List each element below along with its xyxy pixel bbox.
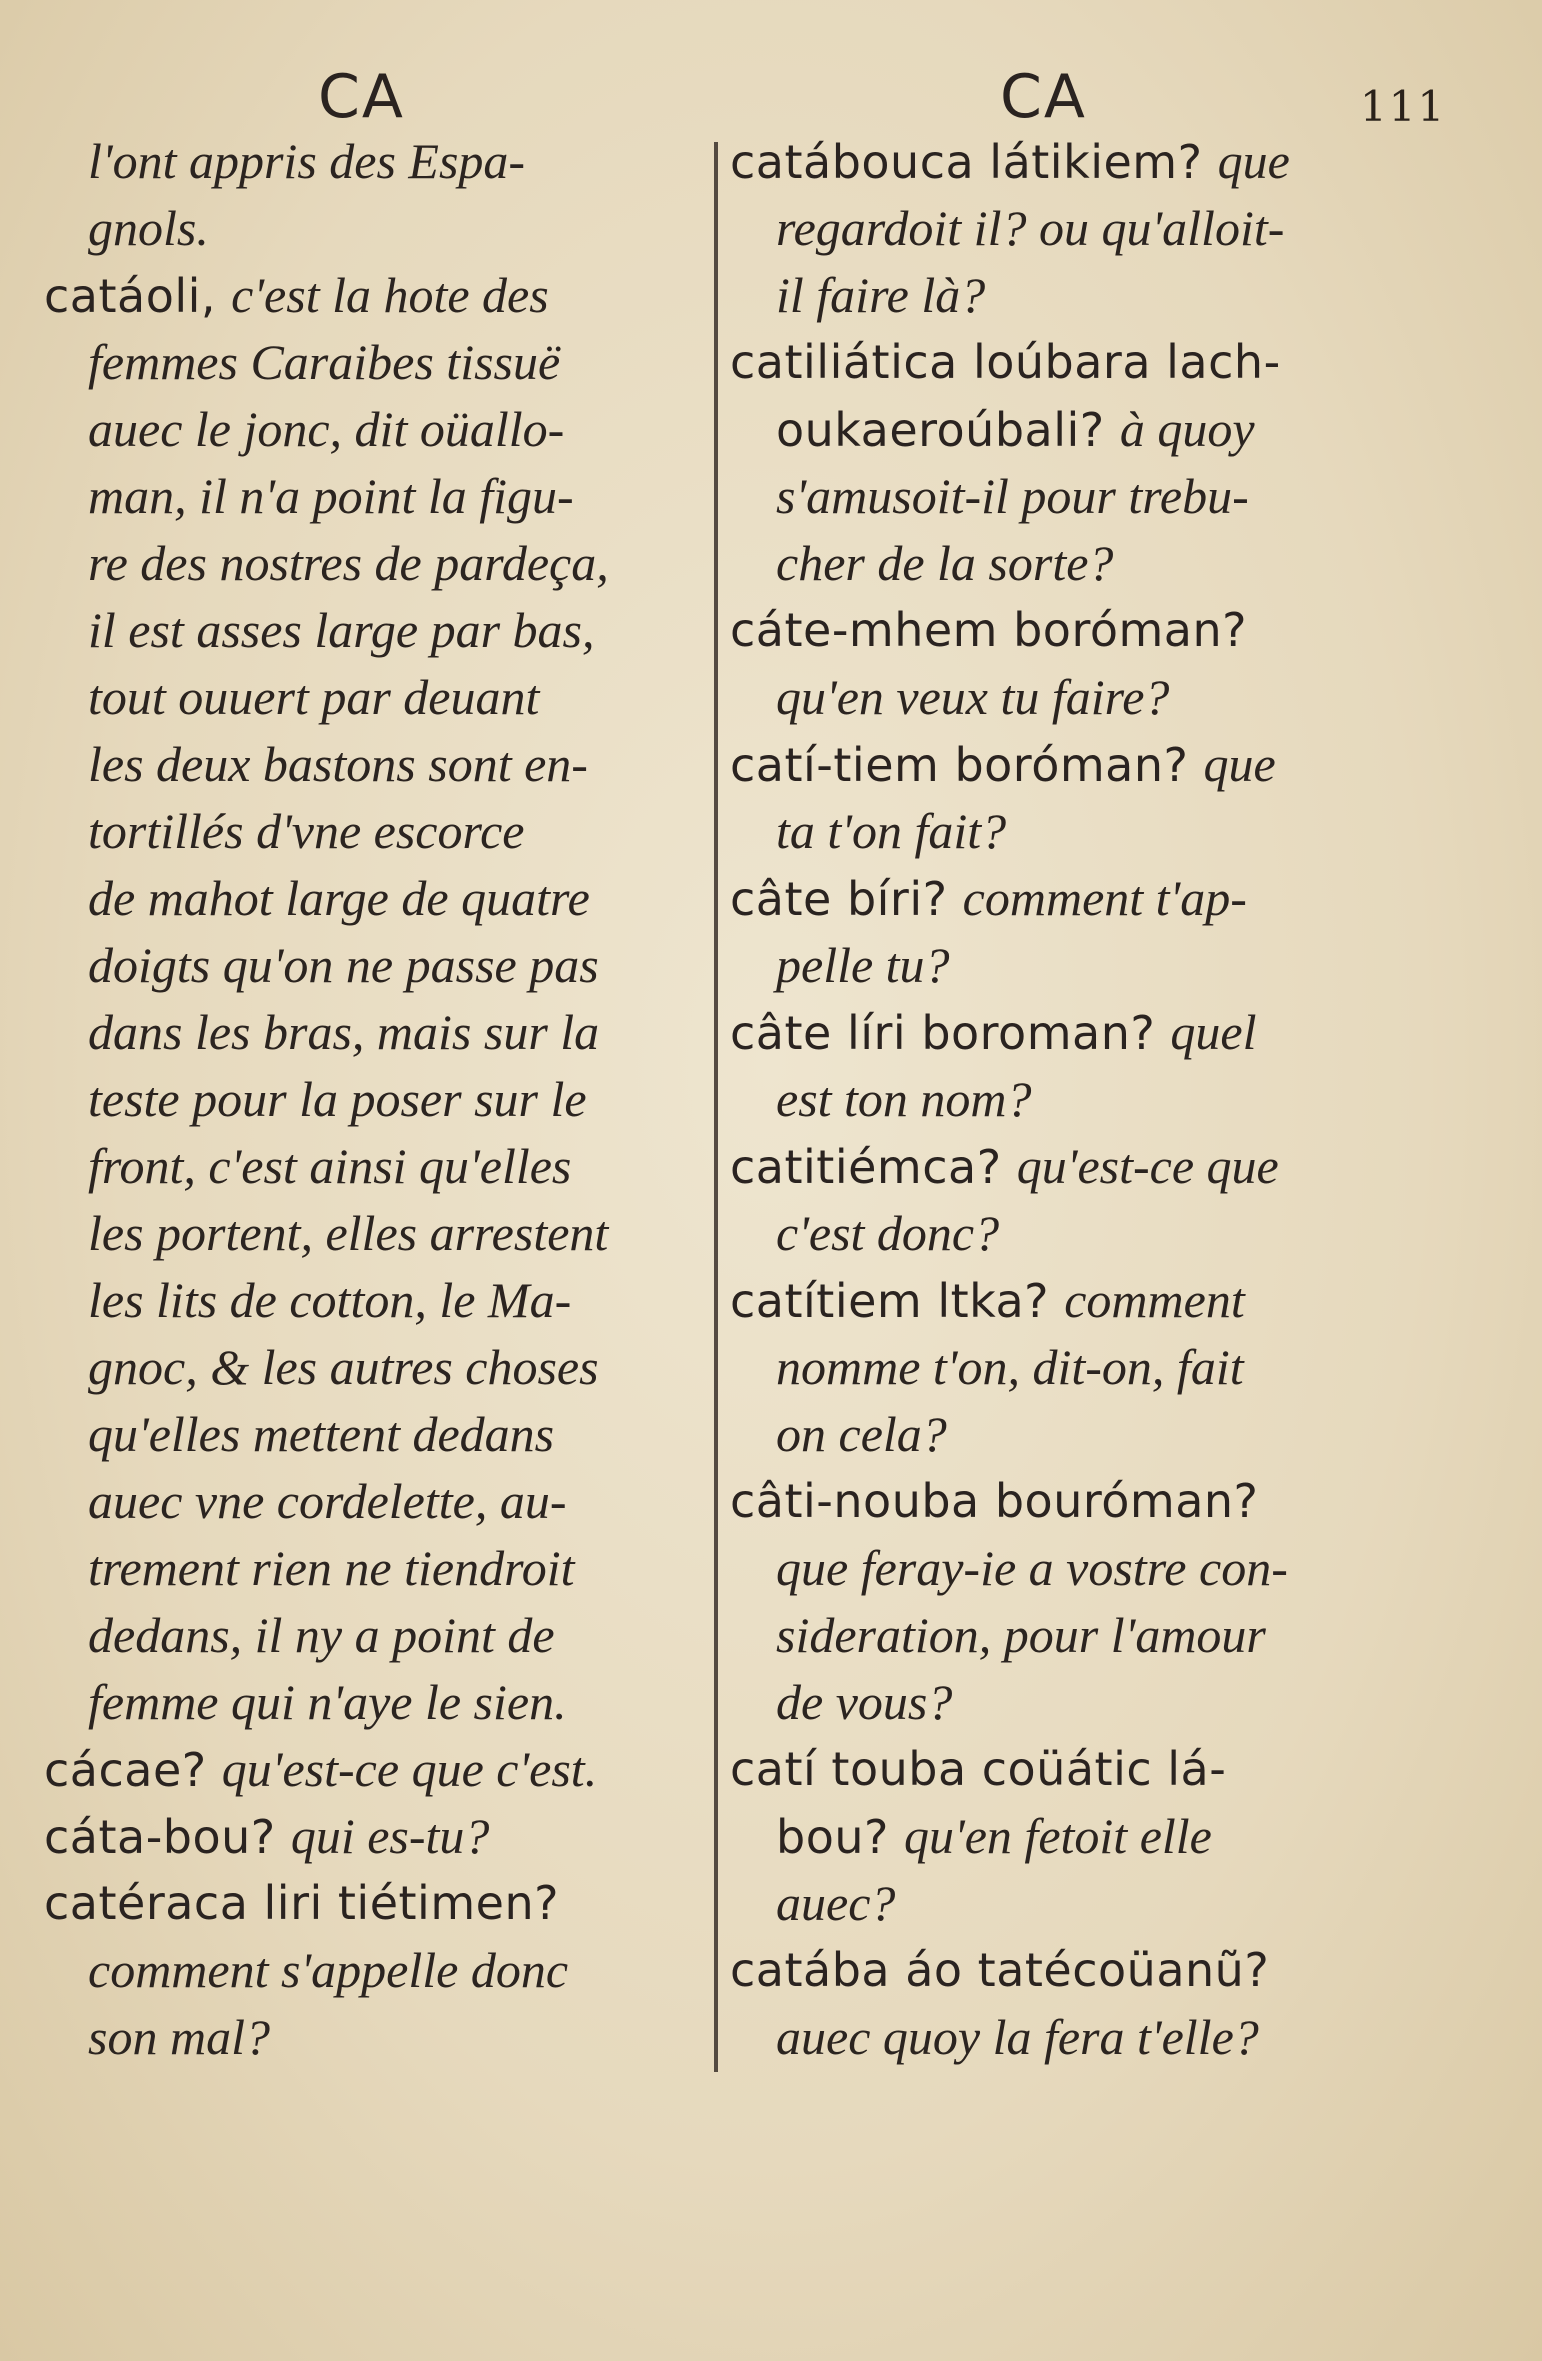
- headword: câte bíri?: [730, 872, 963, 926]
- entry-line: [44, 262, 716, 329]
- definition-text: teste pour la poser sur le: [88, 1071, 587, 1127]
- entry-line: [44, 664, 716, 731]
- headword: catítiem ltka?: [730, 1274, 1065, 1328]
- definition-text: qu'elles mettent dedans: [88, 1406, 555, 1462]
- definition-text: qu'est-ce que: [1016, 1138, 1279, 1194]
- entry-line: [44, 2004, 716, 2071]
- entry-line: [44, 1468, 716, 1535]
- entry-line: [730, 731, 1450, 798]
- dictionary-entry: [730, 731, 1450, 865]
- entry-line: [44, 1066, 716, 1133]
- definition-text: l'ont appris des Espa-: [88, 133, 526, 189]
- definition-text: que feray-ie a vostre con-: [776, 1540, 1288, 1596]
- entry-line: [730, 1803, 1450, 1870]
- definition-text: à quoy: [1119, 401, 1255, 457]
- definition-text: quel: [1170, 1004, 1257, 1060]
- definition-text: on cela?: [776, 1406, 947, 1462]
- definition-text: c'est la hote des: [231, 267, 549, 323]
- dictionary-entry: [730, 865, 1450, 999]
- entry-line: [44, 195, 716, 262]
- definition-text: qu'est-ce que c'est.: [221, 1741, 598, 1797]
- entry-line: [44, 329, 716, 396]
- entry-line: [730, 1870, 1450, 1937]
- left-running-head: CA: [318, 62, 405, 132]
- entry-line: [44, 1602, 716, 1669]
- entry-line: [44, 463, 716, 530]
- definition-text: est ton nom?: [776, 1071, 1032, 1127]
- entry-line: [44, 1133, 716, 1200]
- definition-text: comment t'ap-: [962, 870, 1247, 926]
- dictionary-entry: [44, 1803, 716, 1870]
- definition-text: regardoit il? ou qu'alloit-: [776, 200, 1285, 256]
- definition-text: qu'en fetoit elle: [904, 1808, 1212, 1864]
- definition-text: auec?: [776, 1875, 896, 1931]
- definition-text: gnoc, & les autres choses: [88, 1339, 599, 1395]
- dictionary-entry: [730, 597, 1450, 731]
- left-column: [44, 128, 716, 2071]
- headword: catitiémca?: [730, 1140, 1017, 1194]
- headword: catiliática loúbara lach-: [730, 335, 1281, 389]
- entry-line: [44, 1267, 716, 1334]
- dictionary-entry: [730, 1133, 1450, 1267]
- headword: catí-tiem boróman?: [730, 738, 1204, 792]
- dictionary-entry: [44, 1736, 716, 1803]
- entry-line: [730, 128, 1450, 195]
- entry-line: [730, 329, 1450, 396]
- entry-line: [730, 597, 1450, 664]
- right-column: [730, 128, 1450, 2071]
- definition-text: comment s'appelle donc: [88, 1942, 569, 1998]
- column-divider-rule: [714, 142, 718, 2072]
- entry-line: [730, 1602, 1450, 1669]
- entry-line: [730, 195, 1450, 262]
- entry-line: [44, 1937, 716, 2004]
- entry-line: [44, 999, 716, 1066]
- dictionary-entry: [730, 1736, 1450, 1937]
- definition-text: les deux bastons sont en-: [88, 736, 588, 792]
- definition-text: nomme t'on, dit-on, fait: [776, 1339, 1244, 1395]
- entry-line: [44, 1535, 716, 1602]
- entry-line: [730, 1401, 1450, 1468]
- page-number: 111: [1360, 82, 1447, 131]
- definition-text: gnols.: [88, 200, 209, 256]
- entry-line: [730, 1669, 1450, 1736]
- headword: cáta-bou?: [44, 1810, 291, 1864]
- entry-line: [730, 1468, 1450, 1535]
- definition-text: cher de la sorte?: [776, 535, 1114, 591]
- definition-text: auec le jonc, dit oüallo-: [88, 401, 565, 457]
- headword: cácae?: [44, 1743, 222, 1797]
- definition-text: c'est donc?: [776, 1205, 1000, 1261]
- entry-line: [730, 664, 1450, 731]
- entry-line: [44, 396, 716, 463]
- entry-line: [44, 1870, 716, 1937]
- headword: câte líri boroman?: [730, 1006, 1171, 1060]
- definition-text: de mahot large de quatre: [88, 870, 590, 926]
- entry-line: [730, 865, 1450, 932]
- entry-line: [730, 2004, 1450, 2071]
- dictionary-entry: [44, 1870, 716, 2071]
- definition-text: ta t'on fait?: [776, 803, 1007, 859]
- entry-line: [44, 1736, 716, 1803]
- dictionary-entry: [730, 329, 1450, 597]
- entry-line: [730, 463, 1450, 530]
- definition-text: tout ouuert par deuant: [88, 669, 540, 725]
- entry-line: [44, 1803, 716, 1870]
- entry-line: [730, 1200, 1450, 1267]
- definition-text: auec vne cordelette, au-: [88, 1473, 567, 1529]
- entry-line: [44, 530, 716, 597]
- definition-text: re des nostres de pardeça,: [88, 535, 609, 591]
- entry-line: [730, 1535, 1450, 1602]
- dictionary-entry: [730, 999, 1450, 1133]
- headword: oukaeroúbali?: [776, 403, 1120, 457]
- definition-text: doigts qu'on ne passe pas: [88, 937, 599, 993]
- definition-text: que: [1217, 133, 1290, 189]
- headword: cáte-mhem boróman?: [730, 603, 1248, 657]
- entry-line: [730, 1334, 1450, 1401]
- entry-line: [730, 798, 1450, 865]
- definition-text: trement rien ne tiendroit: [88, 1540, 575, 1596]
- entry-line: [44, 1334, 716, 1401]
- definition-text: il faire là?: [776, 267, 986, 323]
- headword: catábouca látikiem?: [730, 135, 1218, 189]
- entry-line: [730, 1736, 1450, 1803]
- definition-text: sideration, pour l'amour: [776, 1607, 1266, 1663]
- definition-text: qui es-tu?: [290, 1808, 490, 1864]
- definition-text: de vous?: [776, 1674, 953, 1730]
- dictionary-entry: [44, 128, 716, 262]
- entry-line: [730, 1267, 1450, 1334]
- entry-line: [730, 999, 1450, 1066]
- entry-line: [44, 1669, 716, 1736]
- definition-text: auec quoy la fera t'elle?: [776, 2009, 1259, 2065]
- headword: catéraca liri tiétimen?: [44, 1876, 560, 1930]
- entry-line: [44, 798, 716, 865]
- entry-line: [730, 1937, 1450, 2004]
- definition-text: qu'en veux tu faire?: [776, 669, 1170, 725]
- dictionary-entry: [730, 1468, 1450, 1736]
- headword: bou?: [776, 1810, 905, 1864]
- entry-line: [44, 731, 716, 798]
- entry-line: [730, 396, 1450, 463]
- definition-text: tortillés d'vne escorce: [88, 803, 525, 859]
- definition-text: il est asses large par bas,: [88, 602, 595, 658]
- headword: catí touba coüátic lá-: [730, 1742, 1227, 1796]
- definition-text: les lits de cotton, le Ma-: [88, 1272, 572, 1328]
- entry-line: [44, 597, 716, 664]
- entry-line: [730, 1066, 1450, 1133]
- definition-text: comment: [1064, 1272, 1245, 1328]
- entry-line: [44, 128, 716, 195]
- definition-text: que: [1203, 736, 1276, 792]
- entry-line: [44, 1401, 716, 1468]
- right-running-head: CA: [1000, 62, 1087, 132]
- definition-text: femmes Caraibes tissuë: [88, 334, 561, 390]
- definition-text: pelle tu?: [776, 937, 950, 993]
- definition-text: s'amusoit-il pour trebu-: [776, 468, 1249, 524]
- dictionary-entry: [730, 1937, 1450, 2071]
- definition-text: dans les bras, mais sur la: [88, 1004, 600, 1060]
- headword: catáoli,: [44, 269, 232, 323]
- entry-line: [730, 1133, 1450, 1200]
- dictionary-entry: [44, 262, 716, 1736]
- entry-line: [730, 262, 1450, 329]
- dictionary-entry: [730, 128, 1450, 329]
- entry-line: [730, 530, 1450, 597]
- entry-line: [44, 865, 716, 932]
- headword: catába áo tatécoüanũ?: [730, 1943, 1270, 1997]
- headword: câti-nouba bouróman?: [730, 1474, 1259, 1528]
- entry-line: [44, 1200, 716, 1267]
- entry-line: [730, 932, 1450, 999]
- entry-line: [44, 932, 716, 999]
- dictionary-entry: [730, 1267, 1450, 1468]
- definition-text: les portent, elles arrestent: [88, 1205, 609, 1261]
- definition-text: man, il n'a point la figu-: [88, 468, 574, 524]
- definition-text: son mal?: [88, 2009, 270, 2065]
- definition-text: dedans, il ny a point de: [88, 1607, 555, 1663]
- definition-text: front, c'est ainsi qu'elles: [88, 1138, 572, 1194]
- definition-text: femme qui n'aye le sien.: [88, 1674, 567, 1730]
